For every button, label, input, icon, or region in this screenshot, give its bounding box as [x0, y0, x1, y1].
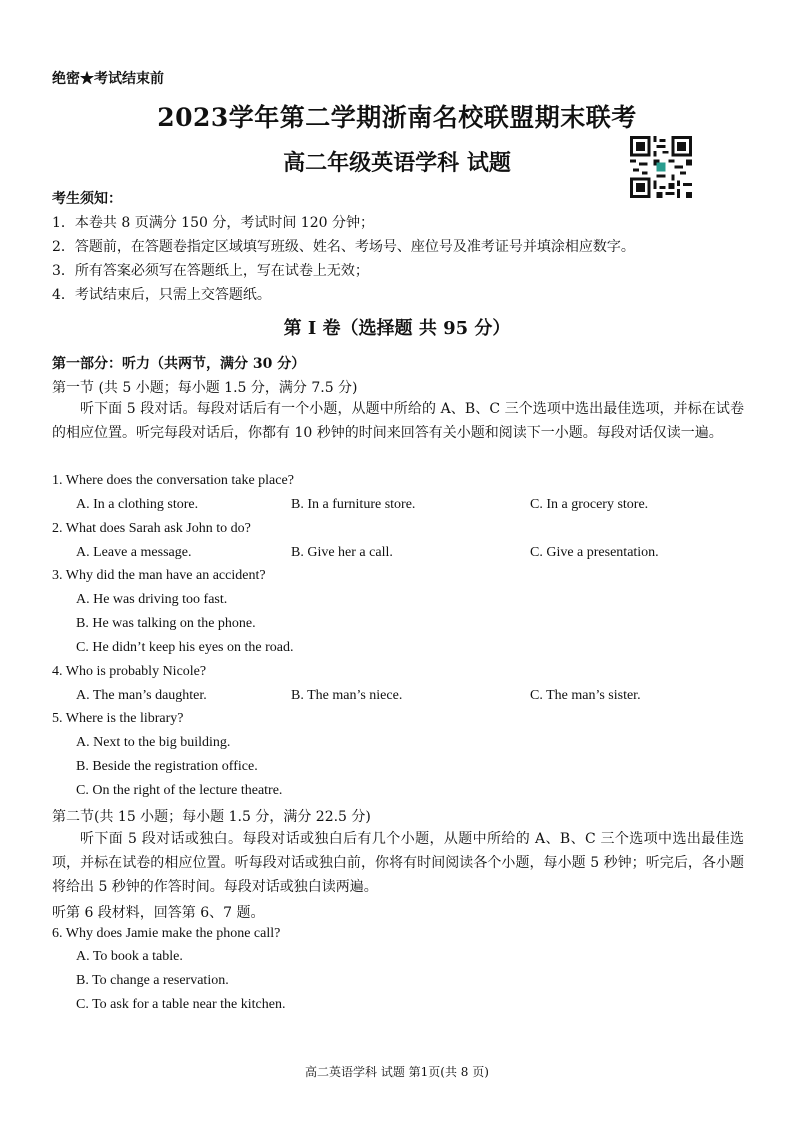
page-footer: 高二英语学科 试题 第1页(共 8 页) [305, 1065, 489, 1079]
option-c: C. In a grocery store. [530, 497, 649, 512]
question-stem: 6. Why does Jamie make the phone call? [52, 926, 281, 941]
section1-instructions: 听下面 5 段对话。每段对话后有一个小题，从题中所给的 A、B、C 三个选项中选出最佳选项，并标在试卷的相应位置。听完每段对话后，你都有 10 秒钟的时间来回答有关小题和阅读下一小题。每段对话仅读一遍。 [52, 401, 744, 441]
option-b: B. In a furniture store. [291, 497, 416, 512]
section1-heading: 第一节 (共 5 小题；每小题 1.5 分，满分 7.5 分) [52, 380, 358, 396]
option-a: A. He was driving too fast. [76, 592, 228, 607]
question-stem: 3. Why did the man have an accident? [52, 568, 266, 583]
option-a: A. Next to the big building. [76, 735, 231, 750]
section2-heading: 第二节(共 15 小题；每小题 1.5 分，满分 22.5 分) [52, 809, 371, 825]
part1-heading: 第一部分：听力（共两节，满分 30 分） [52, 356, 306, 372]
option-b: B. The man’s niece. [291, 688, 403, 703]
notice-item: 2．答题前，在答题卷指定区域填写班级、姓名、考场号、座位号及准考证号并填涂相应数字。 [52, 239, 635, 255]
question-stem: 2. What does Sarah ask John to do? [52, 521, 251, 536]
question-stem: 5. Where is the library? [52, 711, 184, 726]
question-stem: 1. Where does the conversation take place? [52, 473, 294, 488]
option-a: A. The man’s daughter. [76, 688, 207, 703]
option-a: A. To book a table. [76, 949, 183, 964]
question-stem: 4. Who is probably Nicole? [52, 664, 207, 679]
exam-subtitle: 高二年级英语学科 试题 [283, 150, 511, 176]
option-c: C. He didn’t keep his eyes on the road. [76, 640, 294, 655]
option-a: A. In a clothing store. [76, 497, 199, 512]
option-c: C. To ask for a table near the kitchen. [76, 997, 286, 1012]
section2-instructions: 听下面 5 段对话或独白。每段对话或独白后有几个小题，从题中所给的 A、B、C 三个选项中选出最佳选项，并标在试卷的相应位置。听每段对话或独白前，你将有时间阅读各个小题，每小题 5 秒钟；听完后，各小题将给出 5 秒钟的作答时间。每段对话或独白读两遍。 [52, 831, 744, 895]
option-c: C. Give a presentation. [530, 545, 659, 560]
volume-title: 第 I 卷（选择题 共 95 分） [283, 318, 511, 339]
option-c: C. The man’s sister. [530, 688, 641, 703]
material-note: 听第 6 段材料，回答第 6、7 题。 [52, 905, 265, 921]
option-c: C. On the right of the lecture theatre. [76, 783, 283, 798]
option-a: A. Leave a message. [76, 545, 192, 560]
confidential-mark: 绝密★考试结束前 [52, 71, 164, 87]
option-b: B. Give her a call. [291, 545, 393, 560]
exam-title: 2023学年第二学期浙南名校联盟期末联考 [157, 103, 637, 132]
qr-code-icon [630, 136, 692, 198]
option-b: B. Beside the registration office. [76, 759, 258, 774]
notice-item: 3．所有答案必须写在答题纸上，写在试卷上无效； [52, 263, 369, 279]
notice-item: 1．本卷共 8 页满分 150 分，考试时间 120 分钟； [52, 215, 374, 231]
notice-heading: 考生须知： [52, 191, 122, 207]
notice-item: 4．考试结束后，只需上交答题纸。 [52, 287, 271, 303]
option-b: B. He was talking on the phone. [76, 616, 256, 631]
option-b: B. To change a reservation. [76, 973, 229, 988]
